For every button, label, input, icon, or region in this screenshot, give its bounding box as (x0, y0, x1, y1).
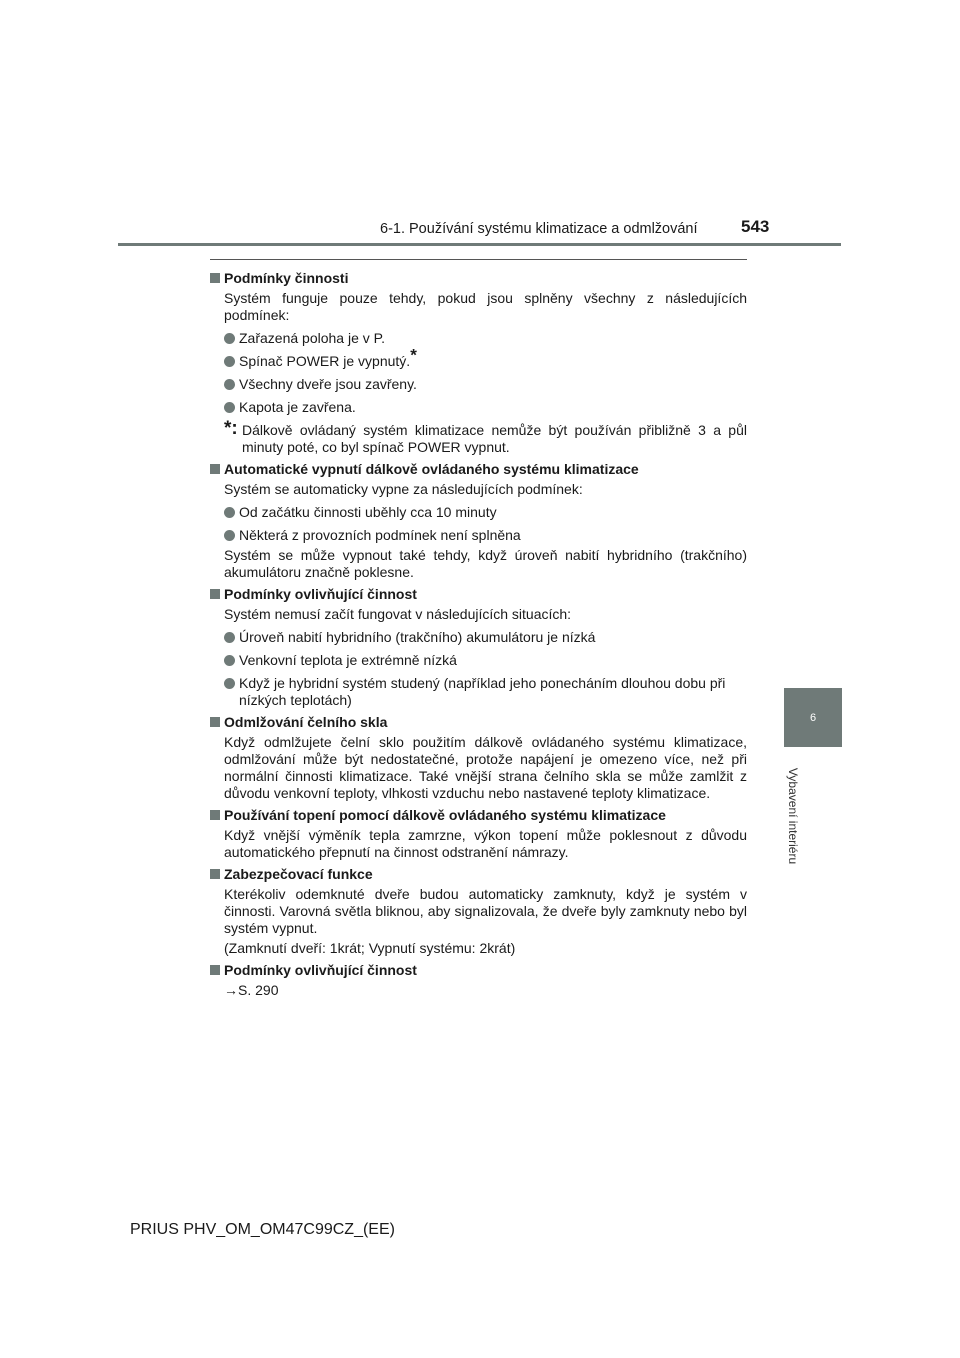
paragraph: →S. 290 (224, 982, 279, 998)
square-bullet-icon (210, 273, 220, 283)
paragraph: Systém nemusí začít fungovat v následujících situacích: (224, 606, 572, 622)
bullet-text (239, 629, 747, 646)
circle-bullet-icon (224, 507, 235, 518)
bullet-text-content: Když je hybridní systém studený (například jeho ponecháním dlouhou dobu při nízkých teplotách) (239, 675, 726, 708)
circle-bullet-icon (224, 402, 235, 413)
chapter-tab[interactable] (784, 688, 842, 747)
section-heading (210, 714, 747, 731)
circle-bullet-icon (224, 632, 235, 643)
section-heading (210, 962, 747, 979)
square-bullet-icon (210, 717, 220, 727)
bullet-item (224, 376, 747, 393)
bullet-item (224, 399, 747, 416)
footnote (224, 418, 747, 456)
bullet-item (224, 675, 747, 709)
bullet-text-content: Venkovní teplota je extrémně nízká (239, 652, 457, 668)
circle-bullet-icon (224, 530, 235, 541)
bullet-text (239, 527, 747, 544)
section-heading-text: Používání topení pomocí dálkově ovládaného systému klimatizace (224, 807, 666, 823)
paragraph: Systém funguje pouze tehdy, pokud jsou splněny všechny z následujících podmínek: (224, 290, 747, 323)
bullet-text-content: Některá z provozních podmínek není splněna (239, 527, 521, 543)
footnote-text: Dálkově ovládaný systém klimatizace nemůže být používán přibližně 3 a půl minuty poté, co byl spínač POWER vypnut. (242, 422, 747, 455)
section-heading-text: Podmínky ovlivňující činnost (224, 586, 417, 602)
bullet-item (224, 629, 747, 646)
section-heading (210, 807, 747, 824)
bullet-text-content: Zařazená poloha je v P. (239, 330, 386, 346)
square-bullet-icon (210, 869, 220, 879)
chapter-tab-number: 6 (809, 711, 817, 724)
header-divider (118, 243, 841, 246)
manual-content (210, 265, 747, 999)
paragraph: (Zamknutí dveří: 1krát; Vypnutí systému: 2krát) (224, 940, 516, 956)
circle-bullet-icon (224, 356, 235, 367)
page-number: 543 (741, 217, 770, 236)
bullet-text (239, 345, 747, 370)
chapter-header-title: 6-1. Používání systému klimatizace a odmlžování (380, 221, 698, 237)
circle-bullet-icon (224, 678, 235, 689)
circle-bullet-icon (224, 379, 235, 390)
footnote-marker: *: (224, 418, 238, 439)
bullet-item (224, 345, 747, 370)
section-heading-text: Odmlžování čelního skla (224, 714, 388, 730)
section-heading (210, 270, 747, 287)
section-heading-text: Zabezpečovací funkce (224, 866, 373, 882)
section-heading-text: Podmínky činnosti (224, 270, 349, 286)
circle-bullet-icon (224, 655, 235, 666)
square-bullet-icon (210, 965, 220, 975)
bullet-text-content: Spínač POWER je vypnutý. (239, 353, 411, 369)
bullet-text (239, 675, 747, 709)
footnote-marker: * (410, 345, 417, 365)
bullet-item (224, 504, 747, 521)
paragraph: Systém se automaticky vypne za následujících podmínek: (224, 481, 583, 497)
bullet-text (239, 504, 747, 521)
bullet-text (239, 330, 747, 347)
circle-bullet-icon (224, 333, 235, 344)
bullet-text-content: Všechny dveře jsou zavřeny. (239, 376, 417, 392)
document-footer-code: PRIUS PHV_OM_OM47C99CZ_(EE) (130, 1221, 395, 1238)
bullet-item (224, 330, 747, 347)
paragraph: Systém se může vypnout také tehdy, když úroveň nabití hybridního (trakčního) akumulátoru značně poklesne. (224, 547, 747, 580)
paragraph: Když vnější výměník tepla zamrzne, výkon topení může poklesnout z důvodu automatického přepnutí na činnost odstranění námrazy. (224, 827, 747, 860)
bullet-text (239, 652, 747, 669)
chapter-side-label-text: Vybavení interiéru (786, 767, 800, 865)
bullet-text (239, 399, 747, 416)
paragraph: Když odmlžujete čelní sklo použitím dálkově ovládaného systému klimatizace, odmlžování může být nedostatečné, protože napájení je omezeno více, než při normální činnosti klimatizace. Také vnější strana čelního skla se může zamlžit z důvodu venkovní teploty, vlhkosti vzduchu nebo nastavené teploty klimatizace. (224, 734, 747, 801)
section-heading (210, 586, 747, 603)
square-bullet-icon (210, 464, 220, 474)
paragraph: Kterékoliv odemknuté dveře budou automaticky zamknuty, když je systém v činnosti. Varovná světla bliknou, aby signalizovala, že dveře byly zamknuty nebo byl systém vypnut. (224, 886, 747, 936)
section-heading (210, 461, 747, 478)
square-bullet-icon (210, 810, 220, 820)
bullet-text (239, 376, 747, 393)
bullet-text-content: Úroveň nabití hybridního (trakčního) akumulátoru je nízká (239, 629, 596, 645)
section-heading-text: Podmínky ovlivňující činnost (224, 962, 417, 978)
section-heading-text: Automatické vypnutí dálkově ovládaného systému klimatizace (224, 461, 639, 477)
chapter-side-label (783, 760, 803, 872)
bullet-text-content: Od začátku činnosti uběhly cca 10 minuty (239, 504, 497, 520)
content-top-divider (210, 259, 747, 260)
bullet-text-content: Kapota je zavřena. (239, 399, 356, 415)
section-heading (210, 866, 747, 883)
square-bullet-icon (210, 589, 220, 599)
bullet-item (224, 652, 747, 669)
bullet-item (224, 527, 747, 544)
